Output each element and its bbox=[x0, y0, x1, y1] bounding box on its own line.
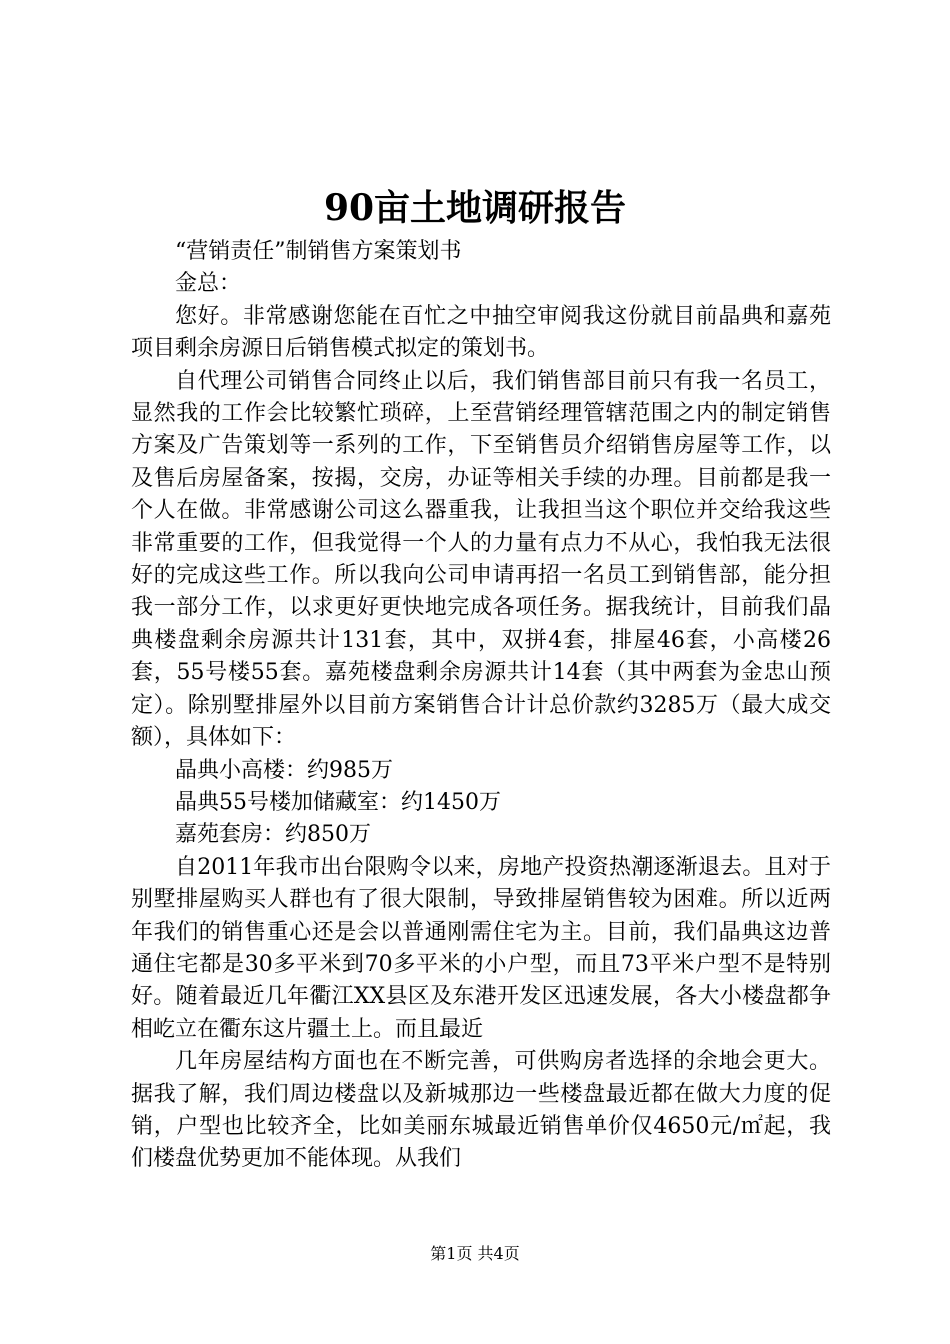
paragraph-market: 自2011年我市出台限购令以来，房地产投资热潮逐渐退去。且对于别墅排屋购买人群也有了很大限制，导致排屋销售较为困难。所以近两年我们的销售重心还是会以普通刚需住宅为主。目前，我们晶典这边普通住宅都是30多平米到70多平米的小户型，而且73平米户型不是特别好。随着最近几年衢江XX县区及东港开发区迅速发展，各大小楼盘都争相屹立在衢东这片疆土上。而且最近 bbox=[131, 854, 831, 1042]
paragraph-competition: 几年房屋结构方面也在不断完善，可供购房者选择的余地会更大。据我了解，我们周边楼盘以及新城那边一些楼盘最近都在做大力度的促销，户型也比较齐全，比如美丽东城最近销售单价仅4650元/㎡起，我们楼盘优势更加不能体现。从我们 bbox=[131, 1049, 831, 1172]
paragraph-item-jiayuan: 嘉苑套房：约850万 bbox=[175, 822, 371, 848]
paragraph-item-jingdian-highrise: 晶典小高楼：约985万 bbox=[175, 757, 393, 783]
document-body bbox=[131, 236, 831, 1176]
document-title: 90亩土地调研报告 bbox=[323, 187, 627, 229]
paragraph-item-jingdian-55: 晶典55号楼加储藏室：约1450万 bbox=[175, 789, 501, 815]
paragraph-background: 自代理公司销售合同终止以后，我们销售部目前只有我一名员工，显然我的工作会比较繁忙琐碎，上至营销经理管辖范围之内的制定销售方案及广告策划等一系列的工作，下至销售员介绍销售房屋等工作，以及售后房屋备案，按揭，交房，办证等相关手续的办理。目前都是我一个人在做。非常感谢公司这么器重我，让我担当这个职位并交给我这些非常重要的工作，但我觉得一个人的力量有点力不从心，我怕我无法很好的完成这些工作。所以我向公司申请再招一名员工到销售部，能分担我一部分工作，以求更好更快地完成各项任务。据我统计，目前我们晶典楼盘剩余房源共计131套，其中，双拼4套，排屋46套，小高楼26套，55号楼55套。嘉苑楼盘剩余房源共计14套（其中两套为金忠山预定）。除别墅排屋外以目前方案销售合计计总价款约3285万（最大成交额），具体如下： bbox=[131, 368, 831, 751]
paragraph-subtitle: “营销责任”制销售方案策划书 bbox=[175, 239, 462, 264]
paragraph-salutation: 金总： bbox=[175, 271, 242, 297]
paragraph-greeting: 您好。非常感谢您能在百忙之中抽空审阅我这份就目前晶典和嘉苑项目剩余房源日后销售模式拟定的策划书。 bbox=[131, 303, 831, 362]
page-footer: 第1页 共4页 bbox=[430, 1244, 520, 1263]
